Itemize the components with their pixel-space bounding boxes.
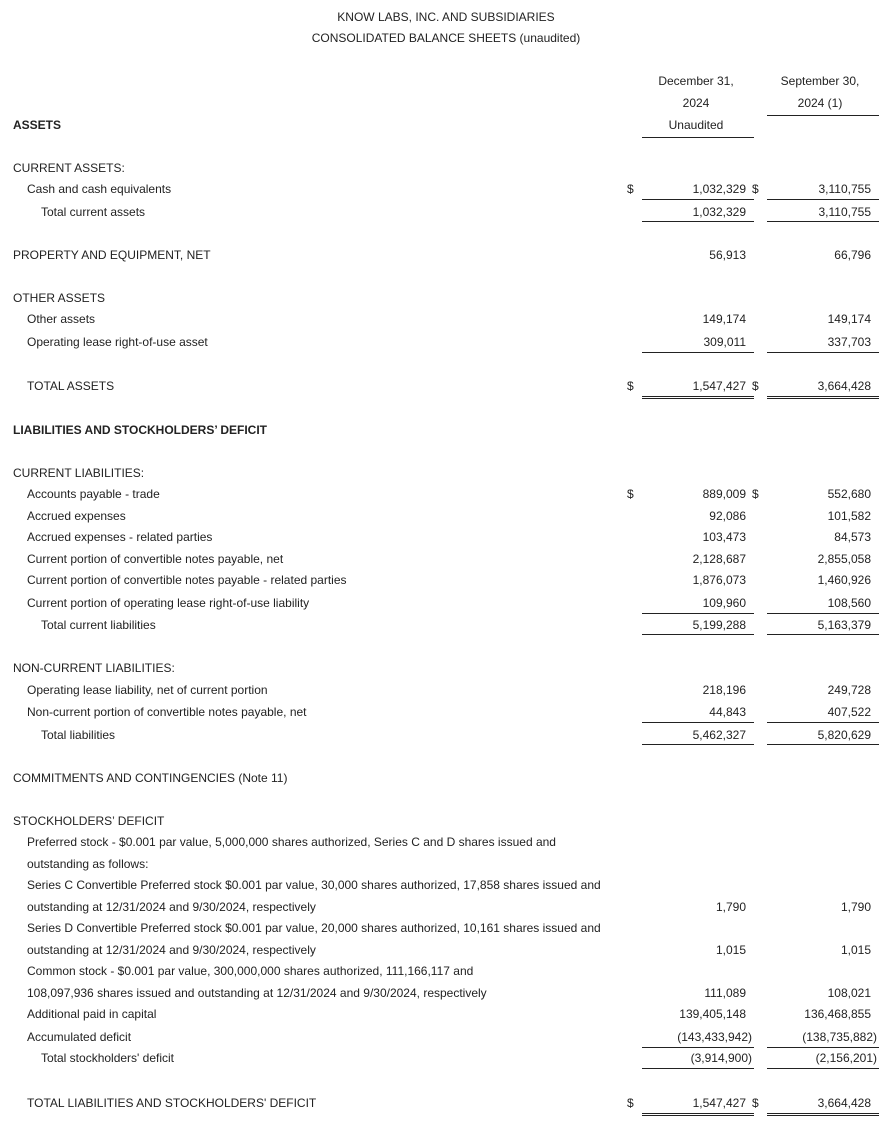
currency-symbol: $ (752, 1096, 759, 1110)
rule (642, 1068, 754, 1069)
rule (642, 722, 754, 723)
value-sep-2024: 2,855,058 (817, 552, 871, 566)
double-rule (642, 1113, 754, 1116)
equity-heading: STOCKHOLDERS’ DEFICIT (13, 814, 165, 828)
rule (642, 634, 754, 635)
value-dec-2024: 889,009 (702, 487, 746, 501)
value-dec-2024: 1,876,073 (692, 573, 746, 587)
row-label: Current portion of operating lease right-of-use liability (27, 596, 310, 610)
row-label: TOTAL ASSETS (27, 379, 115, 393)
currency-symbol: $ (752, 379, 759, 393)
other-assets-heading: OTHER ASSETS (13, 291, 106, 305)
row-label: Accrued expenses - related parties (27, 530, 213, 544)
col1-header-line2: 2024 (682, 96, 710, 110)
value-dec-2024: 1,547,427 (692, 379, 746, 393)
value-dec-2024: 309,011 (703, 335, 746, 349)
value-sep-2024: 3,110,755 (818, 205, 871, 219)
rule (767, 634, 879, 635)
row-label: Total current liabilities (41, 618, 156, 632)
row-label: Non-current portion of convertible notes payable, net (27, 705, 307, 719)
table-row (0, 509, 892, 531)
value-dec-2024: 111,089 (704, 986, 746, 1000)
value-dec-2024: 2,128,687 (692, 552, 746, 566)
row-label: PROPERTY AND EQUIPMENT, NET (13, 248, 211, 262)
table-row (0, 618, 892, 640)
value-sep-2024: 5,163,379 (817, 618, 871, 632)
table-row (0, 1007, 892, 1029)
value-sep-2024: 337,703 (827, 335, 871, 349)
row-label: 108,097,936 shares issued and outstanding at 12/31/2024 and 9/30/2024, respectively (27, 986, 487, 1000)
table-row (0, 1051, 892, 1073)
value-dec-2024: 1,032,329 (692, 182, 746, 196)
liabilities-heading: LIABILITIES AND STOCKHOLDERS’ DEFICIT (13, 423, 268, 437)
row-label: Cash and cash equivalents (27, 182, 172, 196)
rule (642, 744, 754, 745)
rule (642, 221, 754, 222)
value-sep-2024: 1,790 (840, 900, 871, 914)
value-sep-2024: 101,582 (827, 509, 871, 523)
value-sep-2024: 108,560 (827, 596, 871, 610)
table-row (0, 728, 892, 750)
value-dec-2024: 218,196 (702, 683, 746, 697)
row-label: Accrued expenses (27, 509, 126, 523)
table-row (0, 1096, 892, 1118)
table-row (0, 379, 892, 401)
row-label: Current portion of convertible notes payable, net (27, 552, 284, 566)
currency-symbol: $ (752, 487, 759, 501)
table-row (0, 335, 892, 357)
row-label: Accounts payable - trade (27, 487, 160, 501)
rule (767, 221, 879, 222)
value-sep-2024: 407,522 (827, 705, 871, 719)
value-dec-2024: 103,473 (702, 530, 746, 544)
rule (767, 352, 879, 353)
row-label: TOTAL LIABILITIES AND STOCKHOLDERS' DEFICIT (27, 1096, 317, 1110)
table-row (0, 552, 892, 574)
row-label: Current portion of convertible notes payable - related parties (27, 573, 347, 587)
row-label: outstanding at 12/31/2024 and 9/30/2024, respectively (27, 943, 316, 957)
value-dec-2024: 56,913 (709, 248, 746, 262)
rule (767, 199, 879, 200)
table-row (0, 573, 892, 595)
value-sep-2024: 3,664,428 (817, 1096, 871, 1110)
value-dec-2024: (143,433,942) (677, 1030, 752, 1044)
rule (642, 1047, 754, 1048)
row-label: outstanding at 12/31/2024 and 9/30/2024, respectively (27, 900, 316, 914)
report-title: CONSOLIDATED BALANCE SHEETS (unaudited) (311, 31, 581, 45)
row-label: Operating lease right-of-use asset (27, 335, 208, 349)
table-row (0, 986, 892, 1008)
common-stock-line1: Common stock - $0.001 par value, 300,000,000 shares authorized, 111,166,117 and (27, 964, 474, 978)
double-rule (642, 396, 754, 399)
value-sep-2024: 1,460,926 (817, 573, 871, 587)
table-row (0, 205, 892, 227)
current-liabilities-heading: CURRENT LIABILITIES: (13, 466, 145, 480)
table-row (0, 530, 892, 552)
value-dec-2024: 1,015 (715, 943, 746, 957)
table-row (0, 943, 892, 965)
value-dec-2024: (3,914,900) (690, 1051, 752, 1065)
rule (767, 744, 879, 745)
value-sep-2024: 136,468,855 (804, 1007, 871, 1021)
value-sep-2024: 149,174 (827, 312, 871, 326)
value-sep-2024: 5,820,629 (817, 728, 871, 742)
rule (767, 1068, 879, 1069)
currency-symbol: $ (752, 182, 759, 196)
table-row (0, 1030, 892, 1052)
table-row (0, 182, 892, 204)
currency-symbol: $ (627, 487, 634, 501)
table-row (0, 683, 892, 705)
rule (767, 1047, 879, 1048)
rule (642, 199, 754, 200)
value-dec-2024: 44,843 (709, 705, 746, 719)
col1-header-rule (642, 137, 754, 138)
value-sep-2024: (2,156,201) (815, 1051, 877, 1065)
value-dec-2024: 92,086 (709, 509, 746, 523)
col2-header-line2: 2024 (1) (797, 96, 843, 110)
assets-heading: ASSETS (13, 118, 62, 132)
value-sep-2024: 66,796 (834, 248, 871, 262)
series-c-line1: Series C Convertible Preferred stock $0.001 par value, 30,000 shares authorized, 17,858 shares issued and (27, 878, 601, 892)
col2-header-rule (767, 115, 879, 116)
rule (642, 352, 754, 353)
value-dec-2024: 1,032,329 (692, 205, 746, 219)
value-dec-2024: 1,790 (715, 900, 746, 914)
row-label: Accumulated deficit (27, 1030, 132, 1044)
current-assets-heading: CURRENT ASSETS: (13, 161, 125, 175)
double-rule (767, 1113, 879, 1116)
series-d-line1: Series D Convertible Preferred stock $0.001 par value, 20,000 shares authorized, 10,161 shares issued and (27, 921, 601, 935)
table-row (0, 596, 892, 618)
value-sep-2024: 108,021 (827, 986, 871, 1000)
currency-symbol: $ (627, 379, 634, 393)
value-sep-2024: 3,110,755 (818, 182, 871, 196)
table-row (0, 705, 892, 727)
value-dec-2024: 149,174 (702, 312, 746, 326)
row-label: Total current assets (41, 205, 146, 219)
value-dec-2024: 5,199,288 (692, 618, 746, 632)
row-label: Operating lease liability, net of current portion (27, 683, 268, 697)
value-sep-2024: 3,664,428 (817, 379, 871, 393)
rule (767, 722, 879, 723)
company-name: KNOW LABS, INC. AND SUBSIDIARIES (337, 10, 555, 24)
table-row (0, 248, 892, 270)
value-dec-2024: 109,960 (702, 596, 746, 610)
col1-header-line1: December 31, (658, 74, 734, 88)
value-sep-2024: 84,573 (834, 530, 871, 544)
preferred-stock-line2: outstanding as follows: (27, 857, 149, 871)
table-row (0, 900, 892, 922)
value-sep-2024: (138,735,882) (802, 1030, 877, 1044)
value-sep-2024: 249,728 (827, 683, 871, 697)
col2-header-line1: September 30, (780, 74, 860, 88)
double-rule (767, 396, 879, 399)
row-label: Other assets (27, 312, 96, 326)
value-sep-2024: 1,015 (840, 943, 871, 957)
value-dec-2024: 139,405,148 (679, 1007, 746, 1021)
noncurrent-liabilities-heading: NON-CURRENT LIABILITIES: (13, 661, 175, 675)
value-sep-2024: 552,680 (827, 487, 871, 501)
currency-symbol: $ (627, 1096, 634, 1110)
table-row (0, 312, 892, 334)
table-row (0, 487, 892, 509)
row-label: Total stockholders' deficit (41, 1051, 175, 1065)
row-label: Additional paid in capital (27, 1007, 157, 1021)
col1-header-line3: Unaudited (668, 118, 724, 132)
rule (642, 613, 754, 614)
currency-symbol: $ (627, 182, 634, 196)
value-dec-2024: 1,547,427 (692, 1096, 746, 1110)
preferred-stock-line1: Preferred stock - $0.001 par value, 5,000,000 shares authorized, Series C and D shares issued and (27, 835, 556, 849)
row-label: Total liabilities (41, 728, 116, 742)
value-dec-2024: 5,462,327 (692, 728, 746, 742)
rule (767, 613, 879, 614)
commitments-label: COMMITMENTS AND CONTINGENCIES (Note 11) (13, 771, 288, 785)
